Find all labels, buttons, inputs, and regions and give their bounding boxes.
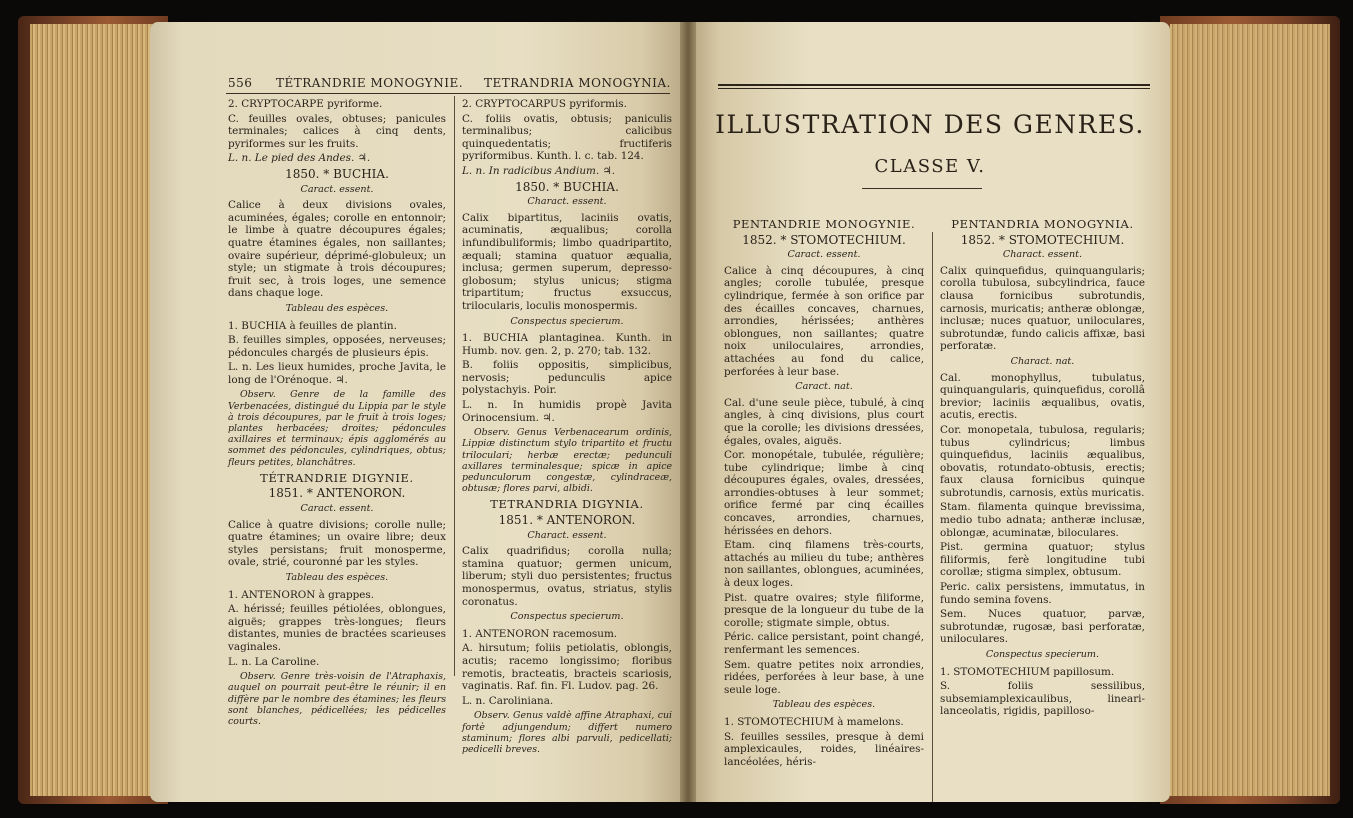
species-title: 1. BUCHIA à feuilles de plantin. xyxy=(228,319,397,332)
section-heading: PENTANDRIE MONOGYNIE. xyxy=(732,217,916,231)
caption: Tableau des espèces. xyxy=(285,302,389,314)
stamens-text: Etam. cinq filamens très-courts, attachés au milieu du tube; anthères non saillantes, oblongues, acuminées, à deux loges. xyxy=(724,539,924,590)
observation: Observ. Genus valdè affine Atraphaxi, cui fortè adjungendum; differt numero staminum; flores albi parvuli, pedicellati; pedicelli breves. xyxy=(462,710,672,755)
caption: Conspectus specierum. xyxy=(985,649,1100,660)
species-locality: L. n. Caroliniana. xyxy=(462,694,554,707)
entry-title: 2. CRYPTOCARPUS pyriformis. xyxy=(462,98,627,110)
calyx-text: Cal. d'une seule pièce, tubulé, à cinq angles, à cinq divisions, plus court que la corolle; les divisions dressées, égales, ovales, aiguës. xyxy=(724,396,924,447)
entry-description: C. foliis ovatis, obtusis; paniculis terminalibus; calicibus quinquedentatis; fructiferis pyriformibus. Kunth. l. c. tab. 124. xyxy=(462,112,672,163)
species-description: A. hérissé; feuilles pétiolées, oblongues, aiguës; grappes très-longues; fleurs distantes, munies de bractées scarieuses vaginales. xyxy=(228,603,446,654)
genus-character: Calix bipartitus, laciniis ovatis, acuminatis, æqualibus; corolla infundibuliformis; limbo quadripartito, æquali; stamina quatuor æqualia, inclusa; germen superum, depresso-globosum; stylus unicus; stigma tripartitum; fructus exsuccus, trilocularis, loculis monospermis. xyxy=(462,211,672,312)
species-description: A. hirsutum; foliis petiolatis, oblongis, acutis; racemo longissimo; floribus remotis, bracteatis, bracteis scariosis, vaginatis. Raf. fin. Fl. Ludov. pag. 26. xyxy=(462,642,672,693)
species-description: B. feuilles simples, opposées, nerveuses; pédoncules chargés de plusieurs épis. xyxy=(228,334,446,359)
short-rule xyxy=(862,188,982,189)
caption: Charact. essent. xyxy=(527,529,607,541)
caption: Caract. essent. xyxy=(300,183,374,195)
caption: Tableau des espèces. xyxy=(285,572,389,584)
seed-text: Sem. Nuces quatuor, parvæ, subrotundæ, rugosæ, basi perforatæ, uniloculares. xyxy=(940,608,1145,646)
page-number: 556 xyxy=(228,76,253,90)
caption: Caract. essent. xyxy=(787,249,861,261)
genus-number: 1851. * ANTENORON. xyxy=(498,513,636,528)
species-description: S. feuilles sessiles, presque à demi amplexicaules, roides, linéaires-lancéolées, héris- xyxy=(724,730,924,768)
ornamental-rule xyxy=(718,84,1150,89)
genus-number: 1850. * BUCHIA. xyxy=(515,179,619,194)
species-description: S. foliis sessilibus, subsemiamplexicaulibus, lineari-lanceolatis, rigidis, papilloso- xyxy=(940,680,1145,718)
genus-character: Calix quinquefidus, quinquangularis; corolla tubulosa, subcylindrica, fauce clausa fornicibus subrotundis, carnosis, muricatis; antheræ oblongæ, inclusæ; nuces quatuor, uniloculares, subrotundæ, fundo calicis affixæ, basi perforatæ. xyxy=(940,264,1145,353)
genus-character: Calix quadrifidus; corolla nulla; stamina quatuor; germen unicum, liberum; styli duo persistentes; fructus monospermus, ovatus, striatus, stylis coronatus. xyxy=(462,545,672,608)
observation: Observ. Genre très-voisin de l'Atraphaxis, auquel on pourrait peut-être le réunir; il en diffère par le nombre des étamines; les fleurs sont blanches, pédicellées; les pédicelles courts. xyxy=(228,671,446,728)
column-divider xyxy=(932,232,933,802)
pericarp-text: Péric. calice persistant, point changé, renfermant les semences. xyxy=(724,631,924,656)
section-heading: TÉTRANDRIE DIGYNIE. xyxy=(260,470,414,485)
page-edges-left xyxy=(30,24,160,796)
corolla-text: Cor. monopétale, tubulée, régulière; tube cylindrique; limbe à cinq découpures égales, ovales, dressées, arrondies-obtuses à leur sommet; orifice fermé par cinq écailles concaves, arrondies, charnues, hérissées en dehors. xyxy=(724,449,924,537)
calyx-text: Cal. monophyllus, tubulatus, quinquangularis, quinquefidus, corollâ brevior; laciniis æqualibus, ovatis, acutis, erectis. xyxy=(940,371,1145,422)
genus-character: Calice à cinq découpures, à cinq angles; corolle tubulée, presque cylindrique, fermée à son orifice par des écailles concaves, charnues, arrondies, hérissées; anthères oblongues, non saillantes; quatre noix uniloculaires, arrondies, attachées au fond du calice, perforées à leur base. xyxy=(724,264,924,378)
species-title: 1. ANTENORON à grappes. xyxy=(228,588,375,601)
caption: Conspectus specierum. xyxy=(510,315,624,327)
caption: Charact. essent. xyxy=(527,196,607,208)
species-title: 1. BUCHIA plantaginea. Kunth. in Humb. nov. gen. 2, p. 270; tab. 132. xyxy=(462,332,672,357)
class-heading: CLASSE V. xyxy=(874,156,986,177)
caption: Charact. nat. xyxy=(1010,355,1075,367)
species-title: 1. ANTENORON racemosum. xyxy=(462,627,618,640)
stamens-text: Stam. filamenta quinque brevissima, medio tubo adnata; antheræ inclusæ, oblongæ, acuminatæ, biloculares. xyxy=(940,501,1145,539)
seed-text: Sem. quatre petites noix arrondies, ridées, perforées à leur base, à une seule loge. xyxy=(724,658,924,696)
pistil-text: Pist. germina quatuor; stylus filiformis, ferè longitudine tubi corollæ; stigma simplex, obtusum. xyxy=(940,541,1145,579)
genus-character: Calice à deux divisions ovales, acuminées, égales; corolle en entonnoir; le limbe à quatre découpures égales; quatre étamines égales, non saillantes; ovaire supérieur, déprimé-globuleux; un style; un stigmate à trois découpures; fruit sec, à trois loges, une semence dans chaque loge. xyxy=(228,199,446,300)
species-title: 1. STOMOTECHIUM papillosum. xyxy=(940,665,1115,678)
species-title: 1. STOMOTECHIUM à mamelons. xyxy=(724,715,904,728)
observation: Observ. Genre de la famille des Verbenacées, distingué du Lippia par le style à trois découpures, par le fruit à trois loges; plantes herbacées; droites; pédoncules axillaires et terminaux; épis agglomérés au sommet des pédoncules, cylindriques, obtus; fleurs petites, blanchâtres. xyxy=(228,389,446,468)
page-edges-right xyxy=(1170,24,1330,796)
book-gutter xyxy=(680,22,696,802)
observation: Observ. Genus Verbenacearum ordinis, Lippiæ distinctum stylo tripartito et fructu triloculari; herbæ erectæ; pedunculi axillares terminalesque; spicæ in apice pedunculorum congestæ, cylindraceæ, obtusæ; flores parvi, albidi. xyxy=(462,427,672,495)
species-description: B. foliis oppositis, simplicibus, nervosis; pedunculis apice polystachyis. Poir. xyxy=(462,359,672,397)
caption: Caract. nat. xyxy=(795,381,853,393)
species-locality: L. n. In humidis propè Javita Orinocensium. ♃. xyxy=(462,399,672,424)
entry-title: 2. CRYPTOCARPE pyriforme. xyxy=(228,98,383,110)
genus-number: 1851. * ANTENORON. xyxy=(268,486,406,501)
entry-locality: L. n. Le pied des Andes. ♃. xyxy=(228,152,371,165)
pistil-text: Pist. quatre ovaires; style filiforme, presque de la longueur du tube de la corolle; stigmate simple, obtus. xyxy=(724,591,924,629)
corolla-text: Cor. monopetala, tubulosa, regularis; tubus cylindricus; limbus quinquefidus, laciniis æqualibus, obovatis, rotundato-obtusis, erectis; faux clausa fornicibus quinque subrotundis, carnosis, extùs muricatis. xyxy=(940,423,1145,499)
running-head-french: TÉTRANDRIE MONOGYNIE. xyxy=(276,76,464,90)
entry-locality: L. n. In radicibus Andium. ♃. xyxy=(462,164,616,177)
genus-number: 1850. * BUCHIA. xyxy=(285,166,389,181)
caption: Conspectus specierum. xyxy=(510,611,624,623)
page-title: ILLUSTRATION DES GENRES. xyxy=(715,110,1145,139)
genus-number: 1852. * STOMOTECHIUM. xyxy=(742,232,906,247)
caption: Charact. essent. xyxy=(1002,249,1083,261)
genus-number: 1852. * STOMOTECHIUM. xyxy=(960,232,1125,247)
section-heading: PENTANDRIA MONOGYNIA. xyxy=(951,217,1134,231)
pericarp-text: Peric. calix persistens, immutatus, in fundo semina fovens. xyxy=(940,581,1145,606)
entry-description: C. feuilles ovales, obtuses; panicules terminales; calices à cinq dents, pyriformes sur les fruits. xyxy=(228,112,446,150)
right-column-french xyxy=(724,214,924,770)
species-locality: L. n. Les lieux humides, proche Javita, le long de l'Orénoque. ♃. xyxy=(228,361,446,386)
caption: Tableau des espèces. xyxy=(772,699,876,711)
column-divider xyxy=(454,96,455,676)
left-column-french xyxy=(228,98,446,729)
caption: Caract. essent. xyxy=(300,503,374,515)
header-rule xyxy=(226,93,670,94)
genus-character: Calice à quatre divisions; corolle nulle; quatre étamines; un ovaire libre; deux styles persistans; fruit monosperme, ovale, strié, couronné par les styles. xyxy=(228,518,446,569)
running-head-latin: TETRANDRIA MONOGYNIA. xyxy=(484,76,671,90)
right-column-latin xyxy=(940,214,1145,720)
left-column-latin xyxy=(462,98,672,757)
species-locality: L. n. La Caroline. xyxy=(228,655,320,668)
section-heading: TETRANDRIA DIGYNIA. xyxy=(490,497,644,512)
